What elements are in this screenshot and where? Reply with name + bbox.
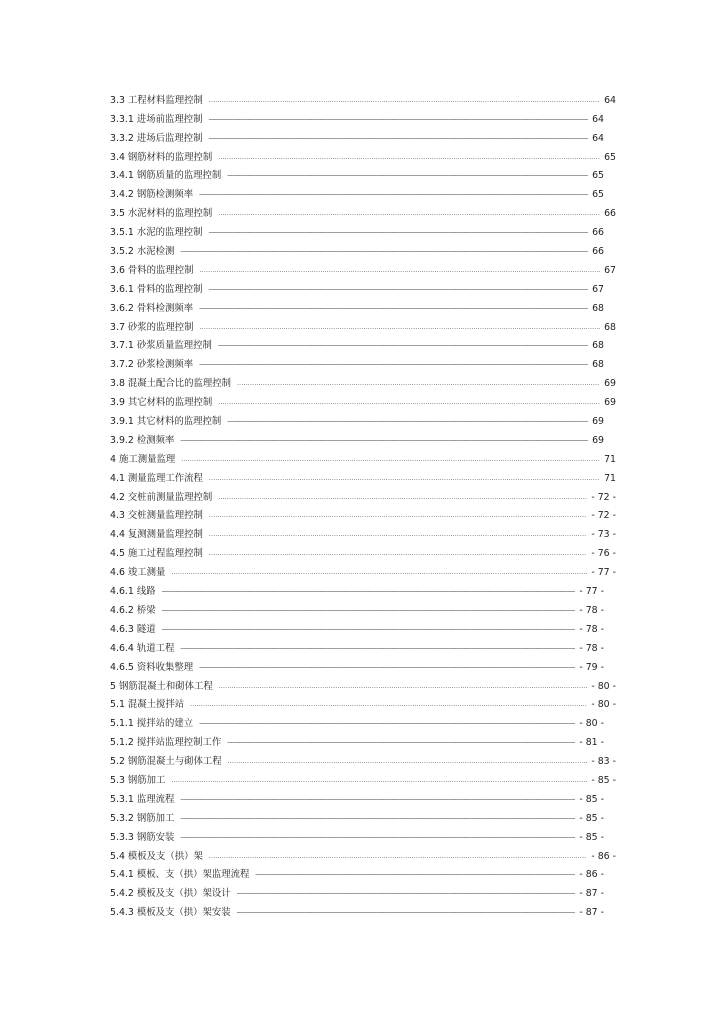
toc-entry-title: 3.5 水泥材料的监理控制 [110, 208, 213, 220]
toc-entry-title: 5.4 模板及支（拱）架 [110, 850, 203, 862]
toc-entry[interactable] [110, 315, 616, 334]
toc-entry-title: 4.6.2 桥梁 [110, 604, 156, 616]
toc-entry-title: 3.6.1 骨料的监理控制 [110, 283, 203, 295]
toc-entry[interactable] [110, 655, 616, 674]
toc-entry-title: 4.3 交桩测量监理控制 [110, 510, 203, 522]
toc-entry[interactable] [110, 522, 616, 541]
toc-page-number: 68 [592, 359, 604, 371]
toc-entry-title: 3.6 骨料的监理控制 [110, 264, 194, 276]
toc-entry-title: 3.6.2 骨料检测频率 [110, 302, 194, 314]
toc-entry[interactable] [110, 164, 616, 183]
toc-leader [180, 832, 575, 844]
toc-page-number: 68 [604, 321, 616, 333]
toc-leader [162, 605, 576, 617]
toc-entry-title: 5.3.3 钢筋安装 [110, 831, 175, 843]
toc-page-number: - 85 - [579, 793, 604, 805]
toc-entry[interactable] [110, 844, 616, 863]
toc-leader [228, 756, 588, 768]
toc-entry[interactable] [110, 881, 616, 900]
toc-entry[interactable] [110, 145, 616, 164]
toc-leader [218, 492, 587, 504]
toc-leader [180, 246, 588, 258]
toc-leader [227, 416, 588, 428]
toc-page-number: - 86 - [591, 850, 616, 862]
toc-entry-title: 3.9 其它材料的监理控制 [110, 397, 213, 409]
toc-entry[interactable] [110, 768, 616, 787]
toc-leader [209, 548, 587, 560]
toc-entry-title: 3.3 工程材料监理控制 [110, 94, 203, 106]
toc-page-number: 66 [592, 227, 604, 239]
toc-entry-title: 4.4 复测测量监理控制 [110, 529, 203, 541]
toc-leader [209, 473, 600, 485]
toc-entry[interactable] [110, 182, 616, 201]
toc-entry-title: 4.1 测量监理工作流程 [110, 472, 203, 484]
toc-page-number: - 79 - [579, 661, 604, 673]
toc-entry-title: 5.3.1 监理流程 [110, 793, 175, 805]
toc-page-number: 64 [592, 113, 604, 125]
toc-leader [180, 794, 575, 806]
toc-leader [227, 170, 588, 182]
toc-entry[interactable] [110, 693, 616, 712]
toc-entry-title: 3.7.1 砂浆质量监理控制 [110, 340, 212, 352]
toc-entry-title: 4.6.3 隧道 [110, 623, 156, 635]
toc-page-number: - 81 - [579, 737, 604, 749]
toc-leader [181, 454, 600, 466]
toc-leader [227, 737, 575, 749]
toc-leader [200, 265, 601, 277]
toc-page-number: 71 [604, 453, 616, 465]
toc-page-number: 69 [592, 416, 604, 428]
toc-entry[interactable] [110, 466, 616, 485]
toc-entry-title: 3.5.1 水泥的监理控制 [110, 227, 203, 239]
toc-entry-title: 4.5 施工过程监理控制 [110, 548, 203, 560]
toc-page-number: 65 [604, 151, 616, 163]
toc-entry-title: 5.1 混凝土搅拌站 [110, 699, 185, 711]
toc-page-number: - 73 - [591, 529, 616, 541]
toc-entry-title: 5.4.2 模板及支（拱）架设计 [110, 888, 231, 900]
toc-entry-title: 5.1.2 搅拌站监理控制工作 [110, 737, 222, 749]
toc-entry[interactable] [110, 428, 616, 447]
toc-page-number: 67 [592, 283, 604, 295]
toc-entry[interactable] [110, 674, 616, 693]
toc-entry[interactable] [110, 352, 616, 371]
toc-page-number: - 83 - [591, 756, 616, 768]
toc-leader [199, 189, 588, 201]
toc-entry-title: 3.3.2 进场后监理控制 [110, 132, 203, 144]
toc-page-number: - 77 - [579, 586, 604, 598]
toc-page-number: 69 [604, 378, 616, 390]
toc-entry-title: 4.6.1 线路 [110, 586, 156, 598]
toc-entry[interactable] [110, 220, 616, 239]
toc-page-number: - 78 - [579, 604, 604, 616]
toc-entry[interactable] [110, 711, 616, 730]
toc-leader [171, 567, 587, 579]
toc-entry-title: 3.9.2 检测频率 [110, 434, 175, 446]
toc-leader [218, 152, 600, 164]
toc-page-number: 69 [604, 397, 616, 409]
toc-leader [218, 208, 600, 220]
toc-page-number: 66 [604, 208, 616, 220]
toc-entry-title: 5.3 钢筋加工 [110, 774, 166, 786]
toc-page-number: - 85 - [579, 831, 604, 843]
toc-leader [208, 227, 588, 239]
toc-page-number: 66 [592, 246, 604, 258]
toc-entry[interactable] [110, 447, 616, 466]
toc-entry-title: 5.4.1 模板、支（拱）架监理流程 [110, 869, 250, 881]
toc-entry-title: 4 施工测量监理 [110, 453, 176, 465]
toc-entry[interactable] [110, 409, 616, 428]
toc-entry-title: 5 钢筋混凝土和砌体工程 [110, 680, 213, 692]
toc-entry-title: 3.4.2 钢筋检测频率 [110, 189, 194, 201]
toc-entry[interactable] [110, 863, 616, 882]
toc-entry-title: 5.3.2 钢筋加工 [110, 812, 175, 824]
toc-page-number: - 85 - [579, 812, 604, 824]
toc-entry[interactable] [110, 541, 616, 560]
toc-entry[interactable] [110, 598, 616, 617]
toc-leader [209, 510, 587, 522]
toc-leader [219, 681, 588, 693]
toc-entry[interactable] [110, 126, 616, 145]
toc-entry-title: 3.4 钢筋材料的监理控制 [110, 151, 213, 163]
toc-entry[interactable] [110, 806, 616, 825]
toc-leader [209, 95, 600, 107]
toc-entry[interactable] [110, 730, 616, 749]
toc-page-number: - 85 - [591, 774, 616, 786]
toc-leader [218, 340, 588, 352]
toc-leader [237, 888, 576, 900]
toc-leader [237, 378, 600, 390]
toc-entry[interactable] [110, 485, 616, 504]
toc-entry[interactable] [110, 107, 616, 126]
toc-page-number: 65 [592, 170, 604, 182]
toc-page-number: - 87 - [579, 888, 604, 900]
toc-entry-title: 3.4.1 钢筋质量的监理控制 [110, 170, 222, 182]
toc-entry[interactable] [110, 258, 616, 277]
toc-entry-title: 4.6.4 轨道工程 [110, 642, 175, 654]
toc-leader [190, 699, 587, 711]
toc-page-number: - 78 - [579, 623, 604, 635]
toc-page-number: 67 [604, 264, 616, 276]
table-of-contents [110, 88, 616, 919]
toc-page-number: - 72 - [591, 510, 616, 522]
toc-entry-title: 3.9.1 其它材料的监理控制 [110, 416, 222, 428]
toc-entry[interactable] [110, 825, 616, 844]
toc-leader [180, 643, 575, 655]
toc-entry[interactable] [110, 239, 616, 258]
toc-leader [199, 718, 575, 730]
toc-entry-title: 4.2 交桩前测量监理控制 [110, 491, 213, 503]
toc-entry[interactable] [110, 617, 616, 636]
toc-leader [200, 322, 601, 334]
toc-page-number: 71 [604, 472, 616, 484]
toc-leader [199, 359, 588, 371]
toc-entry[interactable] [110, 560, 616, 579]
toc-entry[interactable] [110, 636, 616, 655]
toc-entry[interactable] [110, 749, 616, 768]
toc-page-number: - 87 - [579, 907, 604, 919]
toc-entry[interactable] [110, 579, 616, 598]
toc-entry[interactable] [110, 371, 616, 390]
toc-entry[interactable] [110, 504, 616, 523]
toc-page-number: 64 [592, 132, 604, 144]
toc-entry-title: 3.8 混凝土配合比的监理控制 [110, 378, 232, 390]
toc-entry[interactable] [110, 787, 616, 806]
toc-page-number: - 80 - [591, 699, 616, 711]
toc-leader [171, 775, 587, 787]
toc-page-number: - 80 - [579, 718, 604, 730]
toc-entry-title: 4.6.5 资料收集整理 [110, 661, 194, 673]
toc-page-number: 68 [592, 302, 604, 314]
toc-entry[interactable] [110, 900, 616, 919]
toc-entry[interactable] [110, 201, 616, 220]
toc-page-number: 64 [604, 94, 616, 106]
toc-page-number: - 77 - [591, 567, 616, 579]
toc-entry-title: 3.3.1 进场前监理控制 [110, 113, 203, 125]
toc-entry[interactable] [110, 296, 616, 315]
toc-page-number: - 72 - [591, 491, 616, 503]
toc-entry-title: 3.7 砂浆的监理控制 [110, 321, 194, 333]
toc-entry-title: 3.7.2 砂浆检测频率 [110, 359, 194, 371]
toc-leader [180, 813, 575, 825]
toc-page-number: - 86 - [579, 869, 604, 881]
toc-leader [209, 529, 587, 541]
toc-leader [237, 907, 576, 919]
toc-entry[interactable] [110, 277, 616, 296]
toc-entry-title: 5.4.3 模板及支（拱）架安装 [110, 907, 231, 919]
toc-page-number: 65 [592, 189, 604, 201]
toc-entry-title: 3.5.2 水泥检测 [110, 246, 175, 258]
toc-page-number: - 80 - [591, 680, 616, 692]
toc-entry-title: 5.1.1 搅拌站的建立 [110, 718, 194, 730]
toc-entry[interactable] [110, 88, 616, 107]
toc-leader [209, 851, 587, 863]
toc-entry[interactable] [110, 390, 616, 409]
toc-leader [208, 284, 588, 296]
toc-page-number: 68 [592, 340, 604, 352]
toc-leader [162, 624, 576, 636]
toc-leader [255, 869, 575, 881]
toc-leader [208, 133, 588, 145]
toc-leader [162, 586, 576, 598]
toc-leader [199, 303, 588, 315]
toc-leader [218, 397, 600, 409]
toc-page-number: - 78 - [579, 642, 604, 654]
toc-leader [199, 662, 575, 674]
toc-page-number: 69 [592, 434, 604, 446]
toc-page-number: - 76 - [591, 548, 616, 560]
toc-entry[interactable] [110, 334, 616, 353]
toc-entry-title: 4.6 竣工测量 [110, 567, 166, 579]
toc-leader [208, 114, 588, 126]
toc-leader [180, 435, 588, 447]
toc-entry-title: 5.2 钢筋混凝土与砌体工程 [110, 756, 222, 768]
